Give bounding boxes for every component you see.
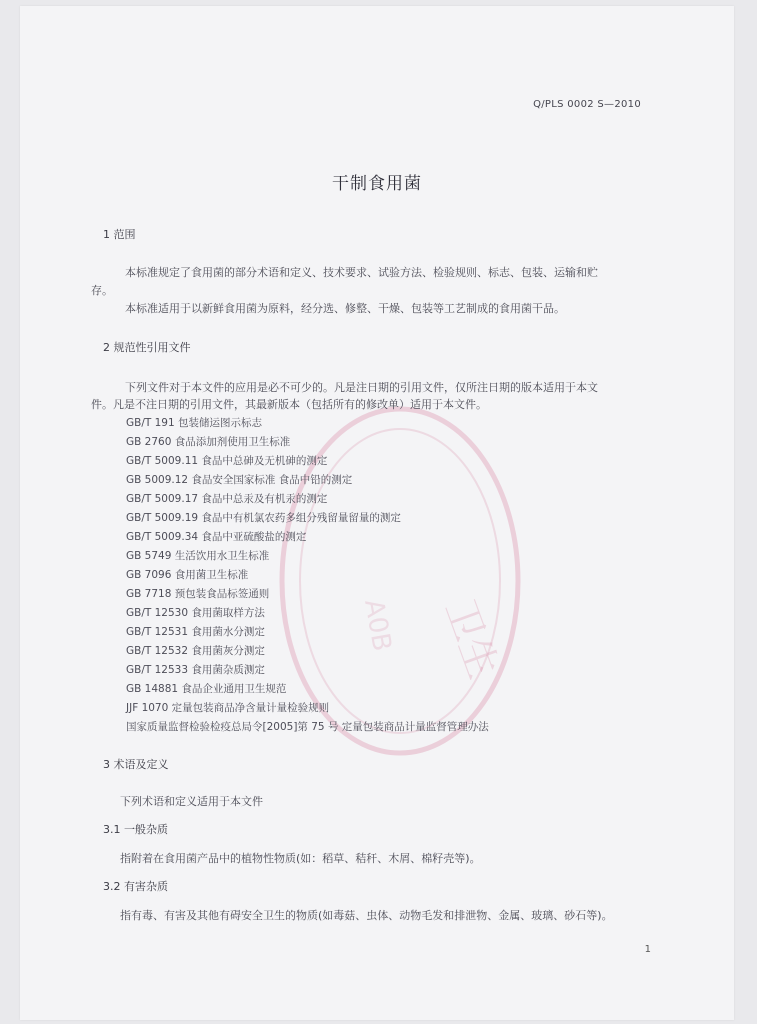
section-3-1-text: 指附着在食用菌产品中的植物性物质(如：稻草、秸秆、木屑、棉籽壳等)。 bbox=[120, 852, 481, 865]
reference-item: GB/T 191 包装储运图示标志 bbox=[126, 417, 263, 429]
section-1-paragraph-2: 本标准适用于以新鲜食用菌为原料，经分选、修整、干燥、包装等工艺制成的食用菌干品。 bbox=[125, 302, 565, 315]
document-code: Q/PLS 0002 S—2010 bbox=[533, 99, 641, 110]
reference-item: GB 14881 食品企业通用卫生规范 bbox=[126, 683, 287, 695]
section-2-paragraph-line-2: 件。凡是不注日期的引用文件，其最新版本（包括所有的修改单）适用于本文件。 bbox=[91, 398, 487, 411]
reference-item: GB/T 5009.19 食品中有机氯农药多组分残留量留量的测定 bbox=[126, 512, 401, 524]
reference-item: GB/T 12532 食用菌灰分测定 bbox=[126, 645, 265, 657]
reference-item: GB 7718 预包装食品标签通则 bbox=[126, 588, 270, 600]
section-1-heading: 1 范围 bbox=[103, 228, 136, 241]
section-1-paragraph-1-line-2: 存。 bbox=[91, 284, 113, 297]
section-2-paragraph-line-1: 下列文件对于本文件的应用是必不可少的。凡是注日期的引用文件，仅所注日期的版本适用于本文 bbox=[125, 381, 598, 394]
reference-item: GB/T 12530 食用菌取样方法 bbox=[126, 607, 265, 619]
section-3-1-heading: 3.1 一般杂质 bbox=[103, 823, 168, 836]
reference-item: GB/T 12533 食用菌杂质测定 bbox=[126, 664, 265, 676]
section-3-intro: 下列术语和定义适用于本文件 bbox=[120, 795, 263, 808]
reference-item: GB 7096 食用菌卫生标准 bbox=[126, 569, 249, 581]
reference-item: GB 5009.12 食品安全国家标准 食品中铅的测定 bbox=[126, 474, 353, 486]
svg-text:卫生: 卫生 bbox=[435, 593, 507, 685]
reference-item: JJF 1070 定量包装商品净含量计量检验规则 bbox=[126, 702, 330, 714]
reference-item: GB 2760 食品添加剂使用卫生标准 bbox=[126, 436, 291, 448]
section-3-heading: 3 术语及定义 bbox=[103, 758, 169, 771]
section-2-heading: 2 规范性引用文件 bbox=[103, 341, 191, 354]
section-3-2-heading: 3.2 有害杂质 bbox=[103, 880, 168, 893]
reference-item: GB/T 5009.17 食品中总汞及有机汞的测定 bbox=[126, 493, 328, 505]
page-number: 1 bbox=[644, 944, 651, 955]
reference-item: GB/T 5009.11 食品中总砷及无机砷的测定 bbox=[126, 455, 328, 467]
reference-item: GB/T 5009.34 食品中亚硫酸盐的测定 bbox=[126, 531, 307, 543]
reference-item: GB/T 12531 食用菌水分测定 bbox=[126, 626, 265, 638]
document-title: 干制食用菌 bbox=[332, 174, 422, 194]
document-page bbox=[20, 6, 734, 1020]
section-1-paragraph-1-line-1: 本标准规定了食用菌的部分术语和定义、技术要求、试验方法、检验规则、标志、包装、运输和贮 bbox=[125, 266, 598, 279]
section-3-2-text: 指有毒、有害及其他有碍安全卫生的物质(如毒菇、虫体、动物毛发和排泄物、金属、玻璃、砂石等)。 bbox=[120, 909, 613, 922]
reference-item: GB 5749 生活饮用水卫生标准 bbox=[126, 550, 270, 562]
reference-item: 国家质量监督检验检疫总局令[2005]第 75 号 定量包装商品计量监督管理办法 bbox=[126, 721, 489, 733]
svg-text:A0B: A0B bbox=[358, 597, 397, 654]
